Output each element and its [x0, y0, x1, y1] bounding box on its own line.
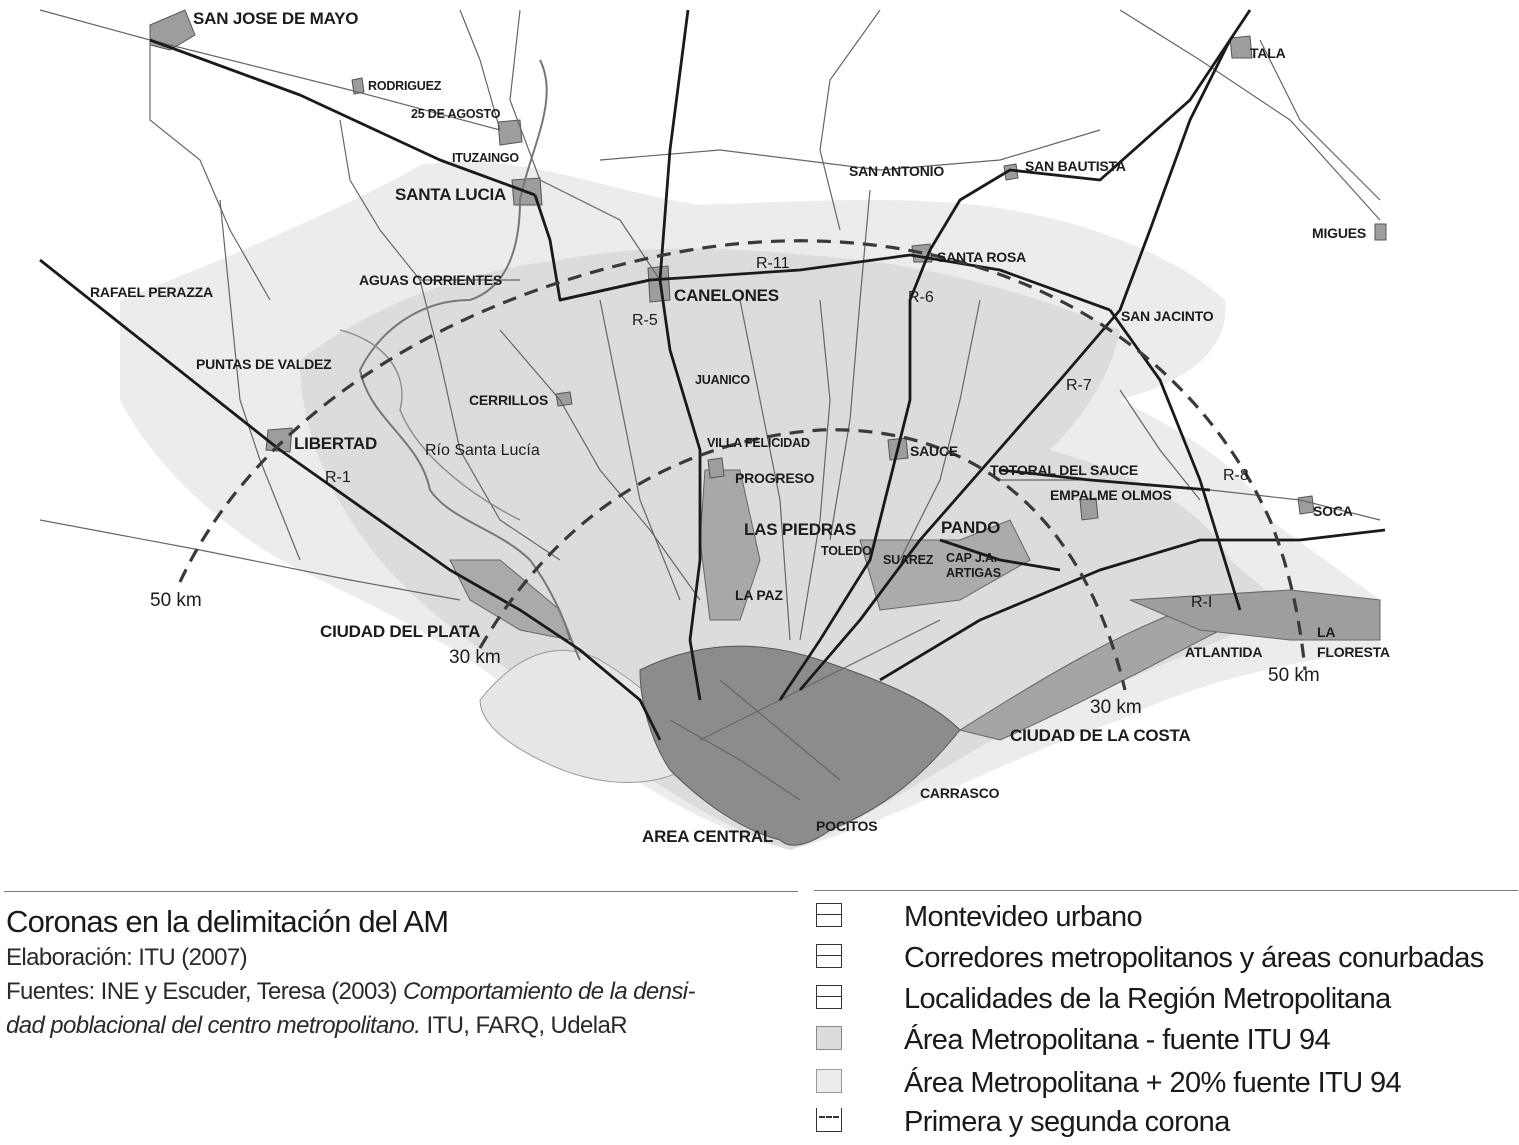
legend-item-corredores — [814, 938, 1514, 978]
label-la: LA — [1317, 624, 1336, 640]
label-r-5: R-5 — [632, 312, 658, 329]
legend-label: Corredores metropolitanos y áreas conurbadas — [904, 942, 1484, 974]
label-suarez: SUAREZ — [883, 553, 934, 567]
label-toledo: TOLEDO — [821, 544, 872, 558]
swatch-corredores — [816, 944, 842, 968]
sources-prefix: Fuentes: INE y Escuder, Teresa (2003) — [6, 978, 403, 1005]
swatch-area-itu94-20 — [816, 1069, 842, 1093]
label-area-central: AREA CENTRAL — [642, 827, 774, 846]
label-rodriguez: RODRIGUEZ — [368, 79, 442, 93]
caption-divider — [4, 891, 798, 892]
swatch-area-itu94 — [816, 1026, 842, 1050]
label-las-piedras: LAS PIEDRAS — [744, 520, 857, 539]
legend-label: Área Metropolitana - fuente ITU 94 — [904, 1024, 1331, 1056]
legend-item-montevideo-urbano — [814, 897, 1514, 937]
legend-divider — [814, 890, 1518, 891]
swatch-dash — [819, 1116, 839, 1118]
swatch-line — [817, 996, 841, 997]
caption-sources — [6, 975, 791, 1009]
label-artigas: ARTIGAS — [946, 566, 1001, 580]
label-30km-east: 30 km — [1090, 697, 1142, 718]
legend-label: Montevideo urbano — [904, 901, 1143, 933]
label-santa-rosa: SANTA ROSA — [937, 249, 1027, 265]
label-30km-west: 30 km — [449, 647, 501, 668]
label-ciudad-del-plata: CIUDAD DEL PLATA — [320, 622, 481, 641]
legend-label: Área Metropolitana + 20% fuente ITU 94 — [904, 1067, 1402, 1099]
label-migues: MIGUES — [1312, 225, 1367, 241]
label-villa-felicidad: VILLA FELICIDAD — [707, 436, 810, 450]
sources-suffix: ITU, FARQ, UdelaR — [420, 1012, 627, 1039]
label-r-7: R-7 — [1066, 377, 1092, 394]
label-libertad: LIBERTAD — [294, 434, 378, 453]
caption-sources-cont — [6, 1009, 791, 1043]
label-san-jose-de-mayo: SAN JOSE DE MAYO — [193, 9, 359, 28]
label-atlantida: ATLANTIDA — [1185, 644, 1263, 660]
label-san-antonio: SAN ANTONIO — [849, 163, 945, 179]
label-cap-ja: CAP J.A. — [946, 551, 997, 565]
label-sauce: SAUCE — [910, 443, 959, 459]
legend-label: Primera y segunda corona — [904, 1106, 1230, 1138]
label-canelones: CANELONES — [674, 286, 779, 305]
sources-title-part-1: Comportamiento de la densi- — [402, 978, 695, 1005]
label-empalme-olmos: EMPALME OLMOS — [1050, 487, 1172, 503]
label-carrasco: CARRASCO — [920, 785, 1000, 801]
caption-title: Coronas en la delimitación del AM — [6, 904, 449, 939]
swatch-localidades — [816, 985, 842, 1009]
legend-item-area-itu94 — [814, 1020, 1514, 1060]
label-r-6: R-6 — [908, 289, 934, 306]
legend-label: Localidades de la Región Metropolitana — [904, 983, 1391, 1015]
label-r-i: R-I — [1191, 594, 1213, 611]
legend-item-area-itu94-20 — [814, 1063, 1514, 1103]
legend-item-localidades — [814, 979, 1514, 1019]
caption-credit: Elaboración: ITU (2007) — [6, 944, 247, 971]
label-progreso: PROGRESO — [735, 470, 815, 486]
label-soca: SOCA — [1313, 503, 1353, 519]
label-totoral-del-sauce: TOTORAL DEL SAUCE — [990, 462, 1139, 478]
label-rafael-perazza: RAFAEL PERAZZA — [90, 284, 213, 300]
caption — [6, 903, 791, 1043]
label-san-bautista: SAN BAUTISTA — [1025, 158, 1126, 174]
legend-item-coronas — [814, 1102, 1514, 1142]
swatch-coronas — [816, 1108, 842, 1132]
label-ciudad-de-la-costa: CIUDAD DE LA COSTA — [1010, 726, 1191, 745]
sources-title-part-2: dad poblacional del centro metropolitano. — [6, 1012, 421, 1039]
label-tala: TALA — [1250, 45, 1286, 61]
label-santa-lucia: SANTA LUCIA — [395, 185, 507, 204]
label-rio-santa-lucia: Río Santa Lucía — [425, 442, 540, 459]
label-ituzaingo: ITUZAINGO — [452, 151, 519, 165]
swatch-montevideo-urbano — [816, 903, 842, 927]
label-puntas-de-valdez: PUNTAS DE VALDEZ — [196, 356, 332, 372]
label-floresta: FLORESTA — [1317, 644, 1390, 660]
label-juanico: JUANICO — [695, 373, 750, 387]
label-50km-east: 50 km — [1268, 665, 1320, 686]
label-25-de-agosto: 25 DE AGOSTO — [411, 107, 501, 121]
label-r-11: R-11 — [756, 255, 790, 272]
label-pando: PANDO — [941, 518, 1001, 537]
label-r-8: R-8 — [1223, 467, 1249, 484]
label-san-jacinto: SAN JACINTO — [1121, 308, 1214, 324]
label-la-paz: LA PAZ — [735, 587, 783, 603]
swatch-line — [817, 914, 841, 915]
label-pocitos: POCITOS — [816, 818, 878, 834]
label-r-1: R-1 — [325, 469, 351, 486]
swatch-line — [817, 955, 841, 956]
label-50km-west: 50 km — [150, 590, 202, 611]
label-aguas-corrientes: AGUAS CORRIENTES — [359, 272, 503, 288]
label-cerrillos: CERRILLOS — [469, 392, 549, 408]
